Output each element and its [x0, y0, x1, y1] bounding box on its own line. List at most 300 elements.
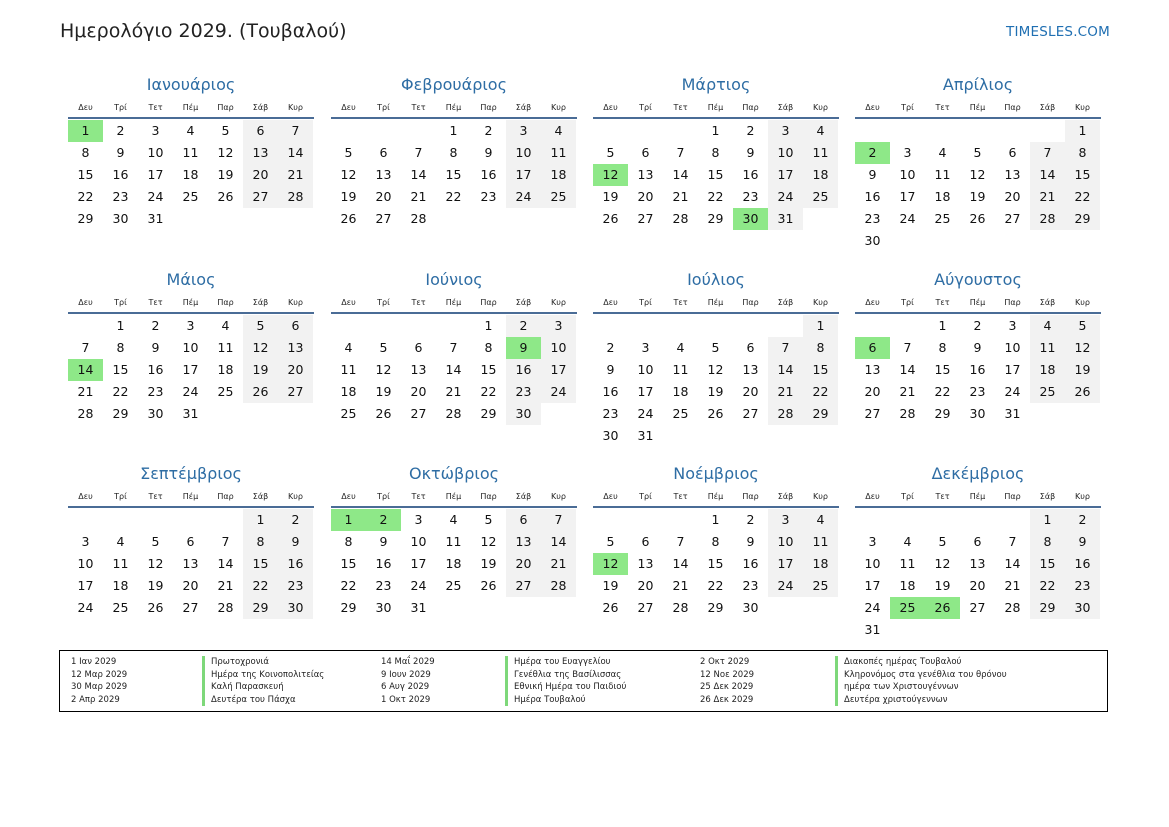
day-cell: 8 — [803, 337, 838, 359]
weekday-label: Δευ — [78, 298, 93, 307]
month-name: Νοέμβριος — [673, 464, 759, 483]
day-cell: 28 — [672, 600, 689, 615]
day-cell: 10 — [182, 340, 199, 355]
day-cell: 24 — [768, 186, 803, 208]
day-cell: 23 — [506, 381, 541, 403]
empty-cell — [1030, 120, 1065, 142]
day-cell: 1 — [938, 318, 947, 333]
day-cell: 1 — [711, 123, 720, 138]
weekday-header — [68, 491, 314, 508]
holiday-name: Γενέθλια της Βασίλισσας — [505, 669, 621, 682]
weekday-label: Τρί — [901, 298, 914, 307]
holiday-date: 25 Δεκ 2029 — [700, 682, 754, 692]
day-cell: 2 — [116, 123, 125, 138]
day-cell: 3 — [768, 509, 803, 531]
holiday-date: 2 Οκτ 2029 — [700, 657, 750, 667]
holiday-day-cell: 12 — [593, 553, 628, 575]
day-cell: 6 — [243, 120, 278, 142]
month-name: Ιανουάριος — [146, 75, 236, 94]
weekday-header — [855, 491, 1101, 508]
day-cell: 8 — [1065, 142, 1100, 164]
empty-cell — [855, 120, 890, 142]
day-cell: 11 — [899, 556, 916, 571]
day-cell: 14 — [278, 142, 313, 164]
month-block — [68, 269, 314, 425]
day-cell: 19 — [1065, 359, 1100, 381]
empty-cell — [593, 315, 628, 337]
empty-cell — [68, 509, 103, 531]
holiday-day-cell: 25 — [890, 597, 925, 619]
day-cell: 6 — [641, 534, 650, 549]
day-cell: 15 — [1030, 553, 1065, 575]
day-cell: 8 — [711, 145, 720, 160]
weekday-header — [331, 297, 577, 314]
day-cell: 19 — [243, 359, 278, 381]
weekday-label: Τρί — [114, 492, 127, 501]
day-cell: 22 — [803, 381, 838, 403]
day-cell: 5 — [484, 512, 493, 527]
day-cell: 2 — [484, 123, 493, 138]
weekday-label: Δευ — [341, 103, 356, 112]
day-cell: 22 — [1030, 575, 1065, 597]
day-cell: 28 — [445, 406, 462, 421]
day-cell: 20 — [969, 578, 986, 593]
day-cell: 9 — [151, 340, 160, 355]
day-cell: 18 — [112, 578, 129, 593]
day-cell: 27 — [278, 381, 313, 403]
holiday-name: Καλή Παρασκευή — [202, 681, 284, 694]
day-cell: 4 — [1030, 315, 1065, 337]
day-cell: 8 — [484, 340, 493, 355]
holiday-name: Ημέρα της Κοινοπολιτείας — [202, 669, 324, 682]
day-cell: 24 — [1004, 384, 1021, 399]
day-cell: 22 — [77, 189, 94, 204]
day-cell: 5 — [606, 145, 615, 160]
day-cell: 1 — [116, 318, 125, 333]
day-cell: 17 — [899, 189, 916, 204]
day-cell: 28 — [768, 403, 803, 425]
day-cell: 23 — [602, 406, 619, 421]
empty-cell — [593, 509, 628, 531]
day-cell: 1 — [449, 123, 458, 138]
day-cell: 19 — [147, 578, 164, 593]
weekday-label: Σάβ — [252, 298, 269, 307]
day-cell: 21 — [672, 578, 689, 593]
day-cell: 28 — [410, 211, 427, 226]
weekday-label: Κυρ — [288, 298, 303, 307]
holiday-name: ημέρα των Χριστουγέννων — [835, 681, 958, 694]
weekday-label: Πέμ — [707, 492, 724, 501]
day-cell: 3 — [414, 512, 423, 527]
weekday-header — [593, 102, 839, 119]
day-cell: 19 — [602, 578, 619, 593]
day-cell: 9 — [746, 534, 755, 549]
weekday-label: Τετ — [148, 298, 163, 307]
weekday-label: Παρ — [742, 492, 759, 501]
weekday-label: Τετ — [411, 298, 426, 307]
empty-cell — [890, 120, 925, 142]
empty-cell — [628, 120, 663, 142]
holiday-date: 14 Μαΐ 2029 — [381, 657, 435, 667]
day-cell: 5 — [344, 145, 353, 160]
day-cell: 30 — [864, 233, 881, 248]
holiday-day-cell: 12 — [593, 164, 628, 186]
day-cell: 14 — [217, 556, 234, 571]
day-cell: 25 — [112, 600, 129, 615]
day-cell: 9 — [606, 362, 615, 377]
day-cell: 31 — [864, 622, 881, 637]
weekday-label: Δευ — [603, 492, 618, 501]
day-cell: 29 — [1065, 208, 1100, 230]
day-cell: 2 — [973, 318, 982, 333]
day-cell: 16 — [969, 362, 986, 377]
day-cell: 31 — [182, 406, 199, 421]
holiday-day-cell: 2 — [855, 142, 890, 164]
holiday-day-cell: 2 — [366, 509, 401, 531]
weekday-header — [68, 297, 314, 314]
day-cell: 25 — [672, 406, 689, 421]
day-cell: 7 — [768, 337, 803, 359]
day-cell: 15 — [707, 167, 724, 182]
day-cell: 17 — [410, 556, 427, 571]
day-cell: 26 — [969, 211, 986, 226]
day-cell: 7 — [278, 120, 313, 142]
day-cell: 10 — [768, 142, 803, 164]
day-cell: 5 — [711, 340, 720, 355]
empty-cell — [995, 509, 1030, 531]
month-block — [593, 463, 839, 619]
holiday-list — [59, 650, 1108, 712]
day-cell: 13 — [243, 142, 278, 164]
day-cell: 14 — [445, 362, 462, 377]
day-cell: 21 — [768, 381, 803, 403]
month-name: Ιούλιος — [687, 270, 745, 289]
day-cell: 15 — [707, 556, 724, 571]
holiday-date: 1 Οκτ 2029 — [381, 694, 431, 705]
day-cell: 13 — [506, 531, 541, 553]
day-cell: 14 — [672, 167, 689, 182]
weekday-label: Σάβ — [777, 298, 794, 307]
day-cell: 19 — [217, 167, 234, 182]
day-cell: 6 — [506, 509, 541, 531]
day-cell: 18 — [182, 167, 199, 182]
empty-cell — [733, 315, 768, 337]
day-cell: 23 — [1065, 575, 1100, 597]
day-cell: 14 — [899, 362, 916, 377]
weekday-label: Τρί — [114, 103, 127, 112]
holiday-name: Εθνική Ημέρα του Παιδιού — [505, 681, 626, 694]
day-cell: 24 — [899, 211, 916, 226]
weekday-label: Δευ — [341, 298, 356, 307]
empty-cell — [663, 120, 698, 142]
holiday-date: 12 Νοε 2029 — [700, 669, 755, 680]
month-block — [855, 463, 1101, 641]
weekday-header — [68, 102, 314, 119]
day-cell: 12 — [707, 362, 724, 377]
day-cell: 18 — [1030, 359, 1065, 381]
holiday-name: Ημέρα Τουβαλού — [505, 694, 586, 707]
weekday-label: Κυρ — [1075, 492, 1090, 501]
day-cell: 18 — [803, 164, 838, 186]
day-cell: 25 — [541, 186, 576, 208]
month-name: Μάιος — [166, 270, 216, 289]
day-cell: 20 — [637, 578, 654, 593]
day-cell: 6 — [414, 340, 423, 355]
day-cell: 2 — [151, 318, 160, 333]
day-cell: 28 — [217, 600, 234, 615]
month-block — [593, 74, 839, 230]
day-cell: 10 — [541, 337, 576, 359]
day-cell: 22 — [480, 384, 497, 399]
day-cell: 6 — [746, 340, 755, 355]
day-cell: 10 — [899, 167, 916, 182]
day-cell: 4 — [803, 509, 838, 531]
day-grid — [68, 509, 314, 619]
day-cell: 26 — [707, 406, 724, 421]
day-cell: 6 — [186, 534, 195, 549]
weekday-label: Σάβ — [515, 492, 532, 501]
day-cell: 26 — [243, 381, 278, 403]
day-cell: 28 — [541, 575, 576, 597]
day-grid — [593, 120, 839, 230]
weekday-header — [331, 491, 577, 508]
weekday-label: Κυρ — [813, 103, 828, 112]
day-cell: 6 — [379, 145, 388, 160]
day-cell: 26 — [147, 600, 164, 615]
day-cell: 13 — [1004, 167, 1021, 182]
holiday-name: Διακοπές ημέρας Τουβαλού — [835, 656, 961, 669]
brand-link[interactable]: TIMESLES.COM — [1006, 24, 1110, 40]
day-cell: 16 — [742, 167, 759, 182]
weekday-label: Κυρ — [813, 298, 828, 307]
holiday-name: Κληρονόμος στα γενέθλια του θρόνου — [835, 669, 1007, 682]
day-cell: 12 — [147, 556, 164, 571]
weekday-label: Σάβ — [515, 298, 532, 307]
weekday-label: Πέμ — [182, 492, 199, 501]
day-cell: 27 — [864, 406, 881, 421]
weekday-label: Δευ — [78, 492, 93, 501]
day-cell: 4 — [676, 340, 685, 355]
weekday-label: Τετ — [935, 103, 950, 112]
day-cell: 7 — [676, 534, 685, 549]
empty-cell — [593, 120, 628, 142]
day-cell: 2 — [746, 123, 755, 138]
weekday-header — [331, 102, 577, 119]
empty-cell — [103, 509, 138, 531]
day-cell: 6 — [1008, 145, 1017, 160]
day-cell: 29 — [112, 406, 129, 421]
day-cell: 22 — [1065, 186, 1100, 208]
day-cell: 10 — [147, 145, 164, 160]
day-cell: 23 — [864, 211, 881, 226]
day-cell: 13 — [742, 362, 759, 377]
day-cell: 30 — [1065, 597, 1100, 619]
day-cell: 20 — [637, 189, 654, 204]
day-cell: 11 — [672, 362, 689, 377]
day-cell: 25 — [934, 211, 951, 226]
day-cell: 12 — [375, 362, 392, 377]
day-cell: 15 — [1065, 164, 1100, 186]
day-cell: 24 — [637, 406, 654, 421]
month-block — [68, 463, 314, 619]
day-cell: 30 — [602, 428, 619, 443]
day-cell: 8 — [344, 534, 353, 549]
holiday-day-cell: 1 — [331, 509, 366, 531]
day-cell: 15 — [243, 553, 278, 575]
day-cell: 23 — [742, 189, 759, 204]
day-cell: 8 — [449, 145, 458, 160]
day-cell: 23 — [278, 575, 313, 597]
day-cell: 12 — [934, 556, 951, 571]
month-name: Αύγουστος — [934, 270, 1022, 289]
day-cell: 9 — [973, 340, 982, 355]
day-grid — [593, 509, 839, 619]
day-cell: 2 — [746, 512, 755, 527]
day-cell: 10 — [1004, 340, 1021, 355]
day-cell: 29 — [803, 403, 838, 425]
day-cell: 25 — [803, 186, 838, 208]
weekday-label: Κυρ — [1075, 103, 1090, 112]
day-cell: 6 — [278, 315, 313, 337]
day-cell: 3 — [506, 120, 541, 142]
day-cell: 13 — [637, 556, 654, 571]
weekday-label: Παρ — [480, 298, 497, 307]
day-cell: 16 — [147, 362, 164, 377]
holiday-date: 9 Ιουν 2029 — [381, 669, 431, 680]
weekday-label: Πέμ — [445, 103, 462, 112]
holiday-date: 2 Απρ 2029 — [71, 694, 120, 705]
weekday-header — [593, 297, 839, 314]
day-cell: 4 — [116, 534, 125, 549]
empty-cell — [173, 509, 208, 531]
day-cell: 18 — [217, 362, 234, 377]
weekday-label: Παρ — [742, 103, 759, 112]
day-cell: 12 — [217, 145, 234, 160]
day-cell: 17 — [768, 164, 803, 186]
day-cell: 14 — [1004, 556, 1021, 571]
day-cell: 15 — [480, 362, 497, 377]
day-cell: 13 — [182, 556, 199, 571]
weekday-label: Πέμ — [707, 298, 724, 307]
weekday-label: Σάβ — [252, 492, 269, 501]
day-cell: 23 — [375, 578, 392, 593]
day-cell: 3 — [81, 534, 90, 549]
day-cell: 12 — [340, 167, 357, 182]
day-cell: 3 — [868, 534, 877, 549]
day-cell: 18 — [672, 384, 689, 399]
day-cell: 2 — [278, 509, 313, 531]
day-cell: 5 — [221, 123, 230, 138]
day-grid — [855, 509, 1101, 641]
month-name: Μάρτιος — [681, 75, 751, 94]
day-cell: 15 — [803, 359, 838, 381]
day-cell: 16 — [742, 556, 759, 571]
day-cell: 24 — [768, 575, 803, 597]
day-cell: 21 — [541, 553, 576, 575]
day-cell: 7 — [449, 340, 458, 355]
weekday-label: Πέμ — [969, 103, 986, 112]
empty-cell — [768, 315, 803, 337]
day-cell: 10 — [864, 556, 881, 571]
day-cell: 24 — [506, 186, 541, 208]
weekday-label: Δευ — [341, 492, 356, 501]
weekday-label: Τρί — [639, 298, 652, 307]
day-cell: 16 — [864, 189, 881, 204]
weekday-label: Κυρ — [1075, 298, 1090, 307]
holiday-name: Δευτέρα του Πάσχα — [202, 694, 296, 707]
day-cell: 15 — [445, 167, 462, 182]
holiday-day-cell: 1 — [68, 120, 103, 142]
day-cell: 17 — [182, 362, 199, 377]
day-cell: 4 — [541, 120, 576, 142]
weekday-label: Τετ — [935, 298, 950, 307]
day-cell: 15 — [112, 362, 129, 377]
day-cell: 15 — [77, 167, 94, 182]
day-cell: 9 — [746, 145, 755, 160]
holiday-name: Ημέρα του Ευαγγελίου — [505, 656, 611, 669]
day-cell: 24 — [864, 600, 881, 615]
day-cell: 18 — [340, 384, 357, 399]
weekday-label: Σάβ — [1039, 298, 1056, 307]
empty-cell — [925, 120, 960, 142]
day-cell: 9 — [116, 145, 125, 160]
month-name: Ιούνιος — [425, 270, 483, 289]
empty-cell — [663, 509, 698, 531]
weekday-label: Κυρ — [551, 492, 566, 501]
day-cell: 31 — [768, 208, 803, 230]
day-cell: 22 — [340, 578, 357, 593]
weekday-label: Δευ — [865, 103, 880, 112]
day-cell: 14 — [410, 167, 427, 182]
weekday-label: Τρί — [639, 492, 652, 501]
weekday-label: Σάβ — [777, 103, 794, 112]
day-cell: 13 — [637, 167, 654, 182]
day-cell: 11 — [340, 362, 357, 377]
holiday-name: Πρωτοχρονιά — [202, 656, 269, 669]
day-cell: 21 — [899, 384, 916, 399]
day-cell: 16 — [1065, 553, 1100, 575]
weekday-label: Παρ — [1004, 103, 1021, 112]
weekday-label: Τετ — [935, 492, 950, 501]
month-name: Απρίλιος — [942, 75, 1014, 94]
weekday-label: Κυρ — [551, 298, 566, 307]
weekday-label: Παρ — [1004, 492, 1021, 501]
day-grid — [68, 120, 314, 230]
day-cell: 27 — [375, 211, 392, 226]
empty-cell — [925, 509, 960, 531]
weekday-label: Παρ — [742, 298, 759, 307]
day-cell: 10 — [410, 534, 427, 549]
day-cell: 26 — [375, 406, 392, 421]
day-cell: 17 — [864, 578, 881, 593]
weekday-label: Τρί — [377, 492, 390, 501]
day-grid — [331, 120, 577, 230]
day-cell: 18 — [899, 578, 916, 593]
day-cell: 11 — [541, 142, 576, 164]
day-cell: 12 — [480, 534, 497, 549]
page-title: Ημερολόγιο 2029. (Τουβαλού) — [60, 20, 347, 42]
day-cell: 5 — [151, 534, 160, 549]
weekday-label: Δευ — [603, 103, 618, 112]
day-cell: 26 — [602, 600, 619, 615]
day-cell: 24 — [182, 384, 199, 399]
day-cell: 17 — [1004, 362, 1021, 377]
day-cell: 20 — [506, 553, 541, 575]
weekday-label: Τετ — [673, 298, 688, 307]
weekday-label: Δευ — [865, 298, 880, 307]
day-cell: 18 — [934, 189, 951, 204]
day-cell: 10 — [637, 362, 654, 377]
